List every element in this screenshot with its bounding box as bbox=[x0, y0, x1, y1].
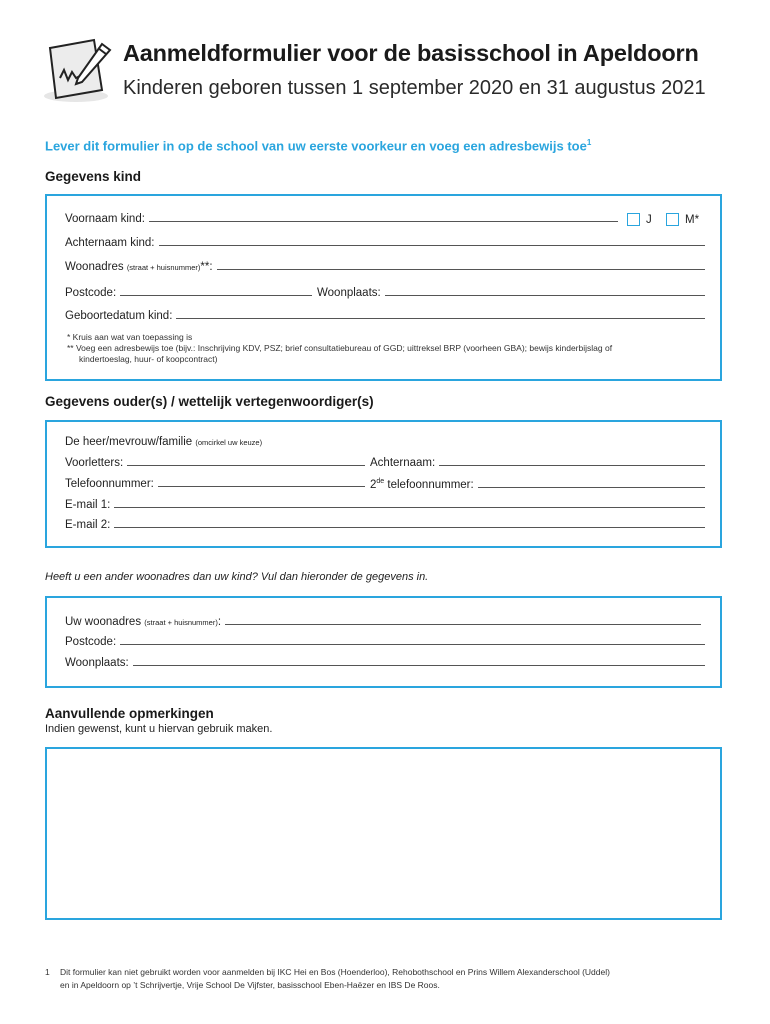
note-address-proof-cont: kindertoeslag, huur- of koopcontract) bbox=[79, 354, 218, 364]
page-subtitle: Kinderen geboren tussen 1 september 2020 en 31 augustus 2021 bbox=[123, 77, 706, 99]
surname-label: Achternaam: bbox=[370, 457, 436, 469]
salutation-field[interactable] bbox=[65, 436, 266, 448]
gender-m-checkbox[interactable] bbox=[666, 213, 679, 226]
parent-address-line[interactable] bbox=[225, 624, 701, 625]
parent-postcode-line[interactable] bbox=[120, 644, 705, 645]
child-notes bbox=[67, 332, 612, 365]
phone2-field[interactable] bbox=[370, 478, 705, 491]
child-last-name-line[interactable] bbox=[159, 245, 706, 246]
phone2-line[interactable] bbox=[478, 487, 705, 488]
phone2-label: 2de telefoonnummer: bbox=[370, 478, 474, 491]
child-birthdate-field[interactable] bbox=[65, 310, 705, 322]
email2-field[interactable] bbox=[65, 519, 705, 531]
parent-city-label: Woonplaats: bbox=[65, 657, 129, 669]
parent-city-field[interactable] bbox=[65, 657, 705, 669]
email2-label: E-mail 2: bbox=[65, 519, 111, 531]
child-postcode-field[interactable] bbox=[65, 287, 312, 299]
gender-j-checkbox[interactable] bbox=[627, 213, 640, 226]
page-title: Aanmeldformulier voor de basisschool in Apeldoorn bbox=[123, 40, 699, 66]
salutation-label: De heer/mevrouw/familie (omcirkel uw keuze) bbox=[65, 436, 263, 448]
parent-postcode-field[interactable] bbox=[65, 636, 705, 648]
surname-field[interactable] bbox=[370, 457, 705, 469]
phone-field[interactable] bbox=[65, 478, 365, 490]
other-address-box bbox=[45, 596, 722, 688]
child-address-label: Woonadres (straat + huisnummer)**: bbox=[65, 261, 213, 273]
phone-label: Telefoonnummer: bbox=[65, 478, 154, 490]
instruction-text: Lever dit formulier in op de school van uw eerste voorkeur en voeg een adresbewijs toe$^1$ bbox=[45, 138, 592, 154]
child-first-name-field[interactable] bbox=[65, 213, 618, 225]
email1-line[interactable] bbox=[114, 507, 705, 508]
child-city-line[interactable] bbox=[385, 295, 705, 296]
section-heading-parent: Gegevens ouder(s) / wettelijk vertegenwoordiger(s) bbox=[45, 394, 374, 409]
initials-label: Voorletters: bbox=[65, 457, 124, 469]
child-first-name-label: Voornaam kind: bbox=[65, 213, 145, 225]
email2-line[interactable] bbox=[114, 527, 705, 528]
child-address-field[interactable] bbox=[65, 261, 705, 273]
gender-m-label: M* bbox=[685, 214, 700, 226]
child-details-box bbox=[45, 194, 722, 381]
parent-postcode-label: Postcode: bbox=[65, 636, 117, 648]
footnote-number: 1 bbox=[45, 967, 50, 977]
form-pen-icon bbox=[42, 36, 112, 104]
child-postcode-line[interactable] bbox=[120, 295, 312, 296]
child-birthdate-label: Geboortedatum kind: bbox=[65, 310, 173, 322]
surname-line[interactable] bbox=[439, 465, 705, 466]
child-first-name-line[interactable] bbox=[149, 221, 618, 222]
initials-field[interactable] bbox=[65, 457, 365, 469]
section-heading-remarks: Aanvullende opmerkingen bbox=[45, 706, 214, 721]
other-address-note: Heeft u een ander woonadres dan uw kind? Vul dan hieronder de gegevens in. bbox=[45, 571, 429, 583]
child-address-line[interactable] bbox=[217, 269, 705, 270]
parent-address-label: Uw woonadres (straat + huisnummer): bbox=[65, 616, 222, 628]
child-city-label: Woonplaats: bbox=[317, 287, 381, 299]
remarks-textarea[interactable] bbox=[45, 747, 722, 920]
footnote-line-2: en in Apeldoorn op ’t Schrijvertje, Vrije School De Vijfster, basisschool Eben-Haëzer en IBS De Roos. bbox=[60, 980, 440, 990]
parent-address-field[interactable] bbox=[65, 616, 701, 628]
email1-field[interactable] bbox=[65, 499, 705, 511]
email1-label: E-mail 1: bbox=[65, 499, 111, 511]
initials-line[interactable] bbox=[127, 465, 365, 466]
note-checkbox: * Kruis aan wat van toepassing is bbox=[67, 332, 193, 342]
child-last-name-field[interactable] bbox=[65, 237, 705, 249]
section-heading-child: Gegevens kind bbox=[45, 169, 142, 184]
gender-j-label: J bbox=[646, 214, 652, 226]
parent-city-line[interactable] bbox=[133, 665, 705, 666]
child-city-field[interactable] bbox=[317, 287, 705, 299]
note-address-proof: ** Voeg een adresbewijs toe (bijv.: Inschrijving KDV, PSZ; brief consultatiebureau of GGD; uittreksel BRP (voorheen GBA); bewijs kinderbijslag of bbox=[67, 343, 613, 353]
footnote-ref: 1 bbox=[586, 138, 592, 147]
parent-details-box bbox=[45, 420, 722, 548]
footnote bbox=[45, 966, 610, 992]
child-last-name-label: Achternaam kind: bbox=[65, 237, 155, 249]
phone-line[interactable] bbox=[158, 486, 365, 487]
child-postcode-label: Postcode: bbox=[65, 287, 117, 299]
footnote-line-1: Dit formulier kan niet gebruikt worden voor aanmelden bij IKC Hei en Bos (Hoenderloo), Rehobothschool en Prins Willem Alexanderschool (Uddel) bbox=[60, 967, 610, 977]
child-birthdate-line[interactable] bbox=[176, 318, 705, 319]
remarks-helper: Indien gewenst, kunt u hiervan gebruik maken. bbox=[45, 723, 273, 735]
